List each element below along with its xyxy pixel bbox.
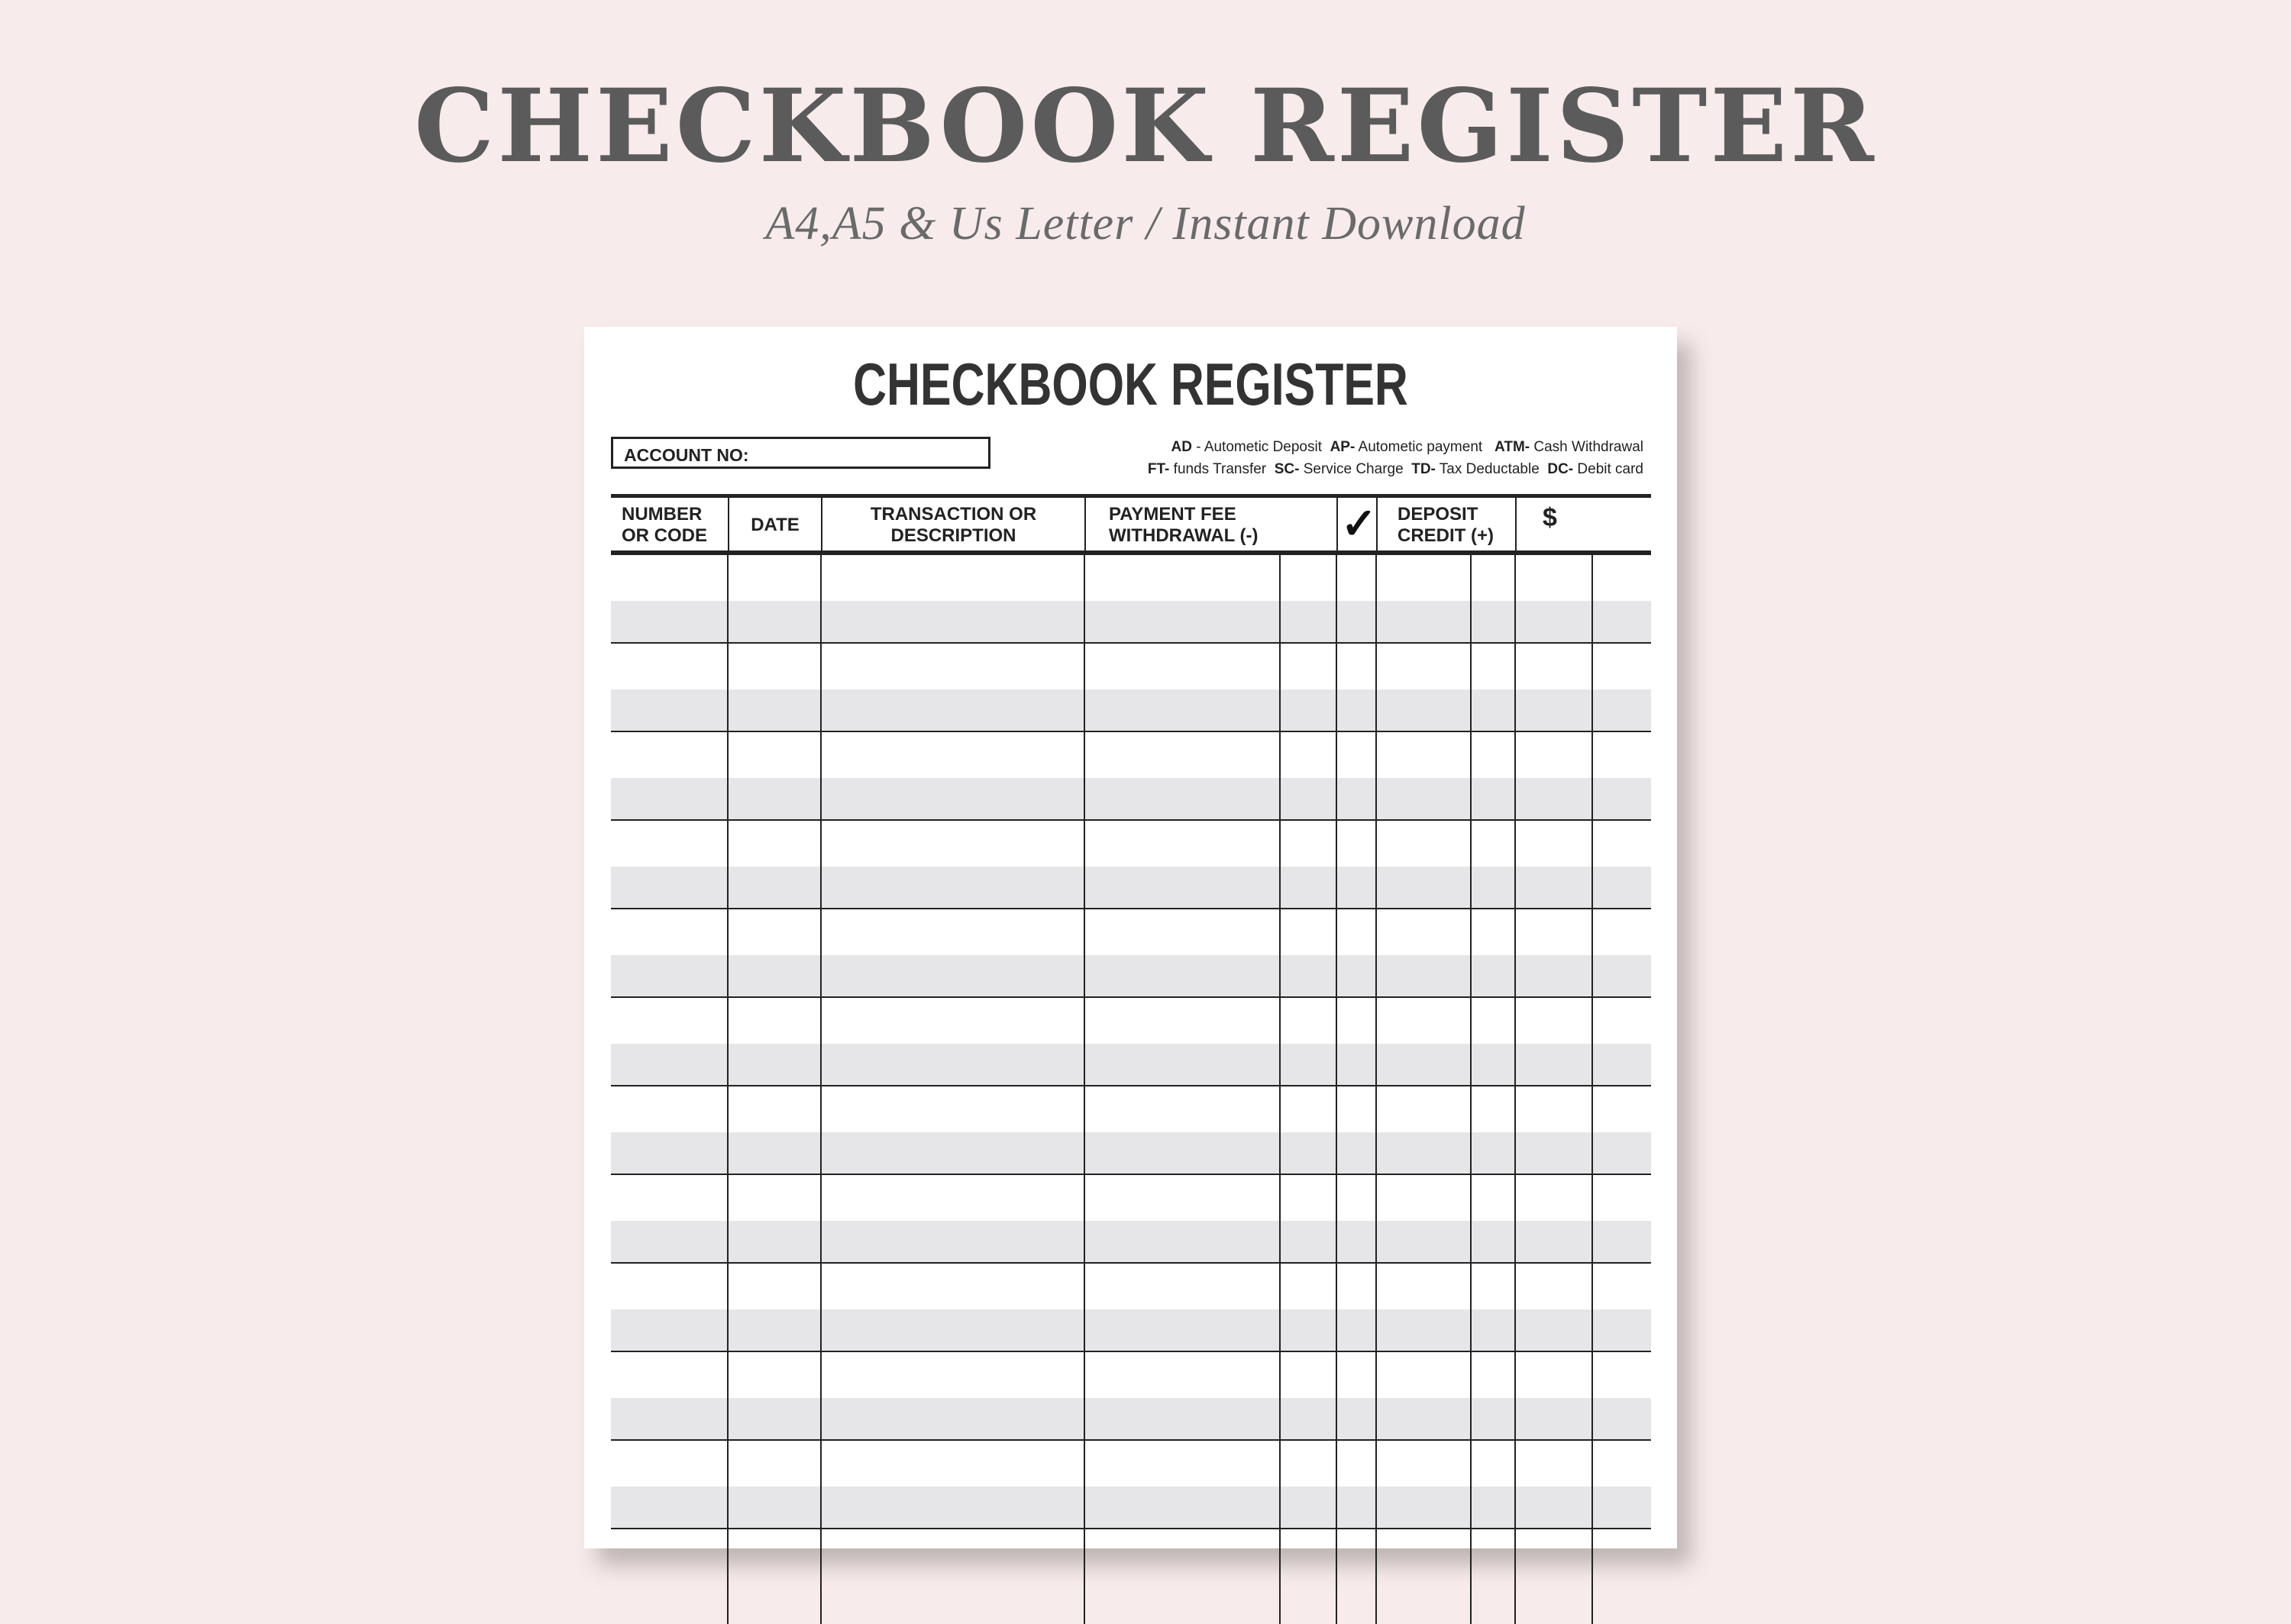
legend-desc: Cash Withdrawal [1530, 439, 1643, 455]
legend-desc: Autometic payment [1355, 439, 1483, 455]
header-text: NUMBER [622, 504, 703, 525]
legend-code: FT- [1147, 461, 1170, 477]
row-shading [611, 1487, 1651, 1528]
table-row[interactable] [611, 644, 1651, 732]
column-divider [1084, 555, 1085, 1624]
banner-subtitle: A4,A5 & Us Letter / Instant Download [765, 198, 1526, 250]
row-shading [611, 1132, 1651, 1174]
header-text: OR CODE [622, 525, 708, 546]
row-shading [611, 1221, 1651, 1262]
header-balance [1515, 498, 1651, 550]
column-divider [1375, 555, 1377, 1624]
table-row[interactable] [611, 1441, 1651, 1529]
legend-desc: Service Charge [1299, 461, 1404, 477]
table-row[interactable] [611, 1352, 1651, 1441]
table-row[interactable] [611, 1264, 1651, 1352]
column-divider [1514, 555, 1516, 1624]
legend-code: AP- [1330, 439, 1356, 455]
table-row[interactable] [611, 821, 1651, 909]
legend-code: SC- [1274, 461, 1300, 477]
header-text: TRANSACTION OR [870, 504, 1037, 525]
legend-code: DC- [1547, 461, 1574, 477]
header-deposit [1376, 498, 1515, 550]
table-header [611, 494, 1651, 555]
table-row[interactable] [611, 555, 1651, 644]
row-shading [611, 778, 1651, 819]
header-text: PAYMENT FEE [1109, 504, 1236, 525]
row-shading [611, 1398, 1651, 1439]
table-row[interactable] [611, 998, 1651, 1086]
header-date [728, 498, 821, 550]
legend-code: AD [1171, 439, 1192, 455]
table-row[interactable] [611, 1086, 1651, 1175]
legend-desc: Tax Deductable [1435, 461, 1540, 477]
table-row[interactable] [611, 909, 1651, 998]
column-divider [1470, 555, 1472, 1624]
row-shading [611, 601, 1651, 642]
register-sheet [584, 327, 1677, 1548]
header-text: DEPOSIT [1398, 504, 1478, 525]
column-divider [727, 555, 729, 1624]
row-shading [611, 955, 1651, 996]
legend-desc: - Autometic Deposit [1191, 439, 1323, 455]
header-number [611, 498, 728, 550]
column-divider [820, 555, 822, 1624]
table-body [611, 555, 1651, 1529]
account-label: ACCOUNT NO: [624, 445, 749, 465]
legend-desc: funds Transfer [1169, 461, 1267, 477]
row-shading [611, 689, 1651, 731]
column-divider [1591, 555, 1593, 1624]
header-text: WITHDRAWAL (-) [1109, 525, 1259, 546]
header-text: DATE [751, 515, 800, 535]
checkmark-icon: ✓ [1341, 499, 1377, 547]
row-shading [611, 1309, 1651, 1351]
banner-title: CHECKBOOK REGISTER [414, 67, 1877, 186]
sheet-title: CHECKBOOK REGISTER [853, 350, 1408, 418]
legend-desc: Debit card [1573, 461, 1643, 477]
legend-line-2 [1148, 458, 1643, 480]
header-text: CREDIT (+) [1398, 525, 1494, 546]
legend-code: TD- [1411, 461, 1436, 477]
table-row[interactable] [611, 1175, 1651, 1264]
row-shading [611, 1044, 1651, 1085]
column-divider [1336, 555, 1337, 1624]
legend-line-1 [1148, 436, 1643, 458]
header-payment [1084, 498, 1336, 550]
dollar-icon: $ [1543, 503, 1557, 532]
row-shading [611, 867, 1651, 908]
header-transaction [821, 498, 1084, 550]
header-cleared [1336, 498, 1376, 550]
legend-code: ATM- [1494, 439, 1530, 455]
header-text: DESCRIPTION [890, 525, 1016, 546]
abbreviation-legend [1148, 436, 1643, 480]
table-row[interactable] [611, 732, 1651, 821]
column-divider [1279, 555, 1281, 1624]
account-number-field[interactable] [611, 437, 990, 469]
